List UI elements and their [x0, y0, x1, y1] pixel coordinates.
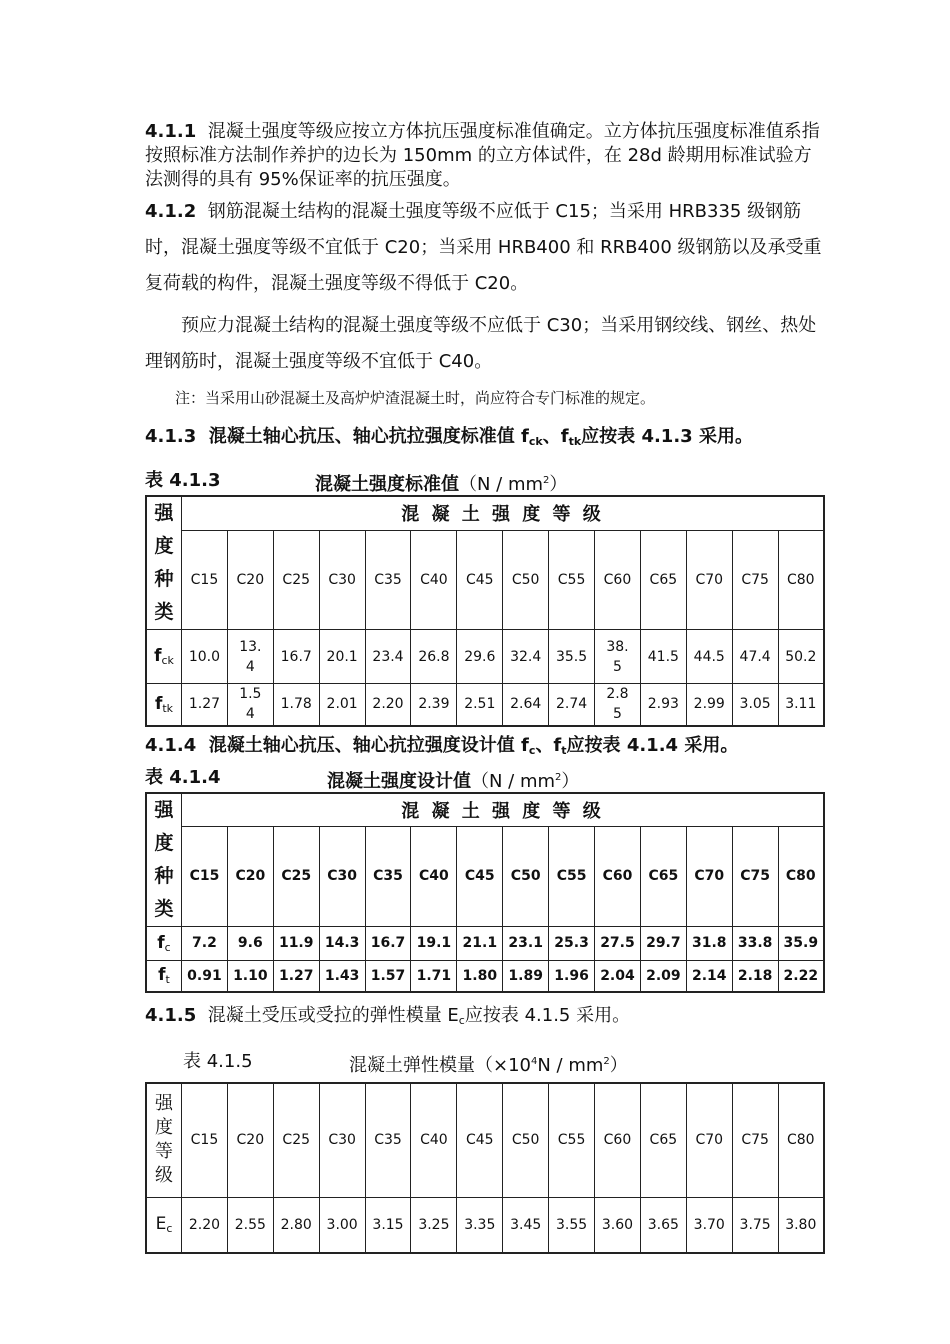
- row-header: [146, 960, 182, 992]
- grade-row: [146, 1083, 824, 1197]
- value-cell: 11.9: [273, 926, 319, 960]
- value-cell: 3.45: [503, 1197, 549, 1253]
- clause-text-a: 混凝土受压或受拉的弹性模量 E: [207, 1005, 459, 1026]
- value-cell: 19.1: [411, 926, 457, 960]
- value-cell: 2.74: [549, 684, 595, 726]
- value-cell: 2.04: [595, 960, 641, 992]
- value-cell: 2.51: [457, 684, 503, 726]
- clause-text-b: 、f: [535, 734, 562, 756]
- grade-header-cell: C70: [686, 530, 732, 629]
- grade-header-cell: C55: [549, 827, 595, 926]
- value-cell: 2.80: [273, 1197, 319, 1253]
- value-cell: 3.70: [686, 1197, 732, 1253]
- grade-header-cell: C40: [411, 530, 457, 629]
- table-title-group: [315, 467, 567, 499]
- value-cell: 3.35: [457, 1197, 503, 1253]
- value-cell: 1.5 4: [227, 684, 273, 726]
- table-4-1-3: [145, 495, 825, 727]
- value-cell: 33.8: [732, 926, 778, 960]
- grade-header-cell: C25: [273, 1083, 319, 1197]
- superscript: 2: [603, 1056, 610, 1067]
- value-cell: 2.18: [732, 960, 778, 992]
- value-cell: 2.09: [640, 960, 686, 992]
- superscript: 2: [555, 771, 562, 783]
- table-title: 混凝土强度设计值: [327, 770, 471, 792]
- value-cell: 26.8: [411, 630, 457, 684]
- value-cell: 47.4: [732, 630, 778, 684]
- clause-number: 4.1.1: [145, 121, 197, 142]
- value-cell: 27.5: [595, 926, 641, 960]
- value-row: [146, 960, 824, 992]
- clause-text-c: 应按表 4.1.4 采用。: [566, 734, 739, 756]
- grade-header-cell: C70: [686, 827, 732, 926]
- value-cell: 29.6: [457, 630, 503, 684]
- value-row: [146, 926, 824, 960]
- value-cell: 2.01: [319, 684, 365, 726]
- value-cell: 3.15: [365, 1197, 411, 1253]
- table-title-group: [327, 764, 579, 796]
- value-cell: 3.60: [595, 1197, 641, 1253]
- grade-row: [146, 827, 824, 926]
- clause-text-b: 、f: [542, 426, 569, 447]
- table-unit: （×10: [475, 1055, 531, 1076]
- value-cell: 2.64: [503, 684, 549, 726]
- grade-header-cell: C20: [227, 530, 273, 629]
- grade-header-cell: C40: [411, 1083, 457, 1197]
- clause-text-a: 混凝土轴心抗压、轴心抗拉强度标准值 f: [208, 426, 529, 447]
- grade-header-cell: C45: [457, 827, 503, 926]
- clause-text: 混凝土强度等级应按立方体抗压强度标准值确定。立方体抗压强度标准值系指按照标准方法制作养护的边长为 150mm 的立方体试件，在 28d 龄期用标准试验方法测得的具有 95%保证率的抗压强度。: [145, 121, 820, 190]
- side-header: [146, 1083, 182, 1197]
- table-title: 混凝土强度标准值: [315, 474, 459, 495]
- grade-row: [146, 530, 824, 629]
- superscript: 2: [543, 475, 550, 486]
- value-cell: 29.7: [640, 926, 686, 960]
- table-caption: [145, 467, 825, 495]
- value-cell: 3.75: [732, 1197, 778, 1253]
- value-cell: 0.91: [182, 960, 228, 992]
- grade-header-cell: C55: [549, 530, 595, 629]
- grade-header-cell: C35: [365, 530, 411, 629]
- value-cell: 1.78: [273, 684, 319, 726]
- table-caption: [145, 1048, 825, 1076]
- grade-header-cell: C80: [778, 827, 824, 926]
- table-unit-close: ）: [549, 474, 568, 495]
- clause-4-1-3: [145, 424, 825, 455]
- group-header: 混 凝 土 强 度 等 级: [182, 496, 825, 530]
- grade-header-cell: C80: [778, 1083, 824, 1197]
- row-symbol-subscript: c: [166, 1222, 173, 1236]
- row-symbol: f: [157, 932, 165, 953]
- grade-header-cell: C65: [640, 1083, 686, 1197]
- value-cell: 3.55: [549, 1197, 595, 1253]
- clause-4-1-5: [145, 1003, 825, 1034]
- row-symbol-subscript: ck: [161, 654, 174, 667]
- clause-text-a: 混凝土轴心抗压、轴心抗拉强度设计值 f: [208, 734, 529, 756]
- superscript: 4: [531, 1056, 538, 1067]
- value-cell: 2.14: [686, 960, 732, 992]
- value-row: [146, 684, 824, 726]
- clause-4-1-1: [145, 120, 825, 192]
- grade-header-cell: C60: [595, 530, 641, 629]
- value-cell: 9.6: [227, 926, 273, 960]
- clause-4-1-2: [145, 194, 825, 302]
- grade-header-cell: C65: [640, 827, 686, 926]
- value-cell: 3.05: [732, 684, 778, 726]
- grade-header-cell: C80: [778, 530, 824, 629]
- table-4-1-4: [145, 792, 825, 994]
- group-header: 混 凝 土 强 度 等 级: [182, 793, 825, 827]
- clause-4-1-2-paragraph-2: 预应力混凝土结构的混凝土强度等级不应低于 C30；当采用钢绞线、钢丝、热处理钢筋时，混凝土强度等级不宜低于 C40。: [145, 315, 817, 372]
- value-cell: 3.80: [778, 1197, 824, 1253]
- value-cell: 44.5: [686, 630, 732, 684]
- grade-header-cell: C70: [686, 1083, 732, 1197]
- grade-header-cell: C75: [732, 1083, 778, 1197]
- value-cell: 23.1: [503, 926, 549, 960]
- value-cell: 14.3: [319, 926, 365, 960]
- value-cell: 3.11: [778, 684, 824, 726]
- value-cell: 2.39: [411, 684, 457, 726]
- grade-header-cell: C25: [273, 530, 319, 629]
- grade-header-cell: C35: [365, 827, 411, 926]
- table-4-1-5: [145, 1082, 825, 1254]
- value-cell: 50.2: [778, 630, 824, 684]
- row-header: [146, 684, 182, 726]
- value-cell: 16.7: [365, 926, 411, 960]
- value-cell: 7.2: [182, 926, 228, 960]
- value-cell: 1.89: [503, 960, 549, 992]
- value-cell: 1.27: [182, 684, 228, 726]
- grade-header-cell: C30: [319, 827, 365, 926]
- value-cell: 1.80: [457, 960, 503, 992]
- clause-text-b: 应按表 4.1.5 采用。: [464, 1005, 631, 1026]
- table-title: 混凝土弹性模量: [349, 1055, 475, 1076]
- grade-header-cell: C30: [319, 530, 365, 629]
- clause-number: 4.1.4: [145, 734, 197, 756]
- grade-header-cell: C45: [457, 530, 503, 629]
- clause-text: 钢筋混凝土结构的混凝土强度等级不应低于 C15；当采用 HRB335 级钢筋时，混凝土强度等级不宜低于 C20；当采用 HRB400 和 RRB400 级钢筋以及承受重复荷载的构件，混凝土强度等级不得低于 C20。: [145, 201, 822, 294]
- subscript: t: [561, 743, 567, 757]
- value-row: [146, 630, 824, 684]
- table-unit-close: ）: [609, 1055, 628, 1076]
- value-cell: 38. 5: [595, 630, 641, 684]
- value-cell: 2.20: [182, 1197, 228, 1253]
- grade-header-cell: C60: [595, 827, 641, 926]
- clause-4-1-4: [145, 733, 825, 764]
- side-header-text: 强度种类: [154, 798, 174, 920]
- side-header-text: 强度种类: [154, 502, 174, 623]
- value-cell: 3.65: [640, 1197, 686, 1253]
- side-header: [146, 793, 182, 927]
- row-symbol: f: [154, 646, 162, 666]
- value-cell: 1.43: [319, 960, 365, 992]
- clause-number: 4.1.2: [145, 201, 197, 222]
- value-cell: 1.57: [365, 960, 411, 992]
- grade-header-cell: C35: [365, 1083, 411, 1197]
- grade-header-cell: C75: [732, 827, 778, 926]
- grade-header-cell: C30: [319, 1083, 365, 1197]
- row-symbol-subscript: t: [165, 973, 170, 987]
- table-label: 表 4.1.3: [145, 470, 221, 491]
- table-caption: [145, 764, 825, 792]
- value-cell: 1.96: [549, 960, 595, 992]
- grade-header-cell: C60: [595, 1083, 641, 1197]
- side-header: [146, 496, 182, 630]
- value-cell: 1.71: [411, 960, 457, 992]
- value-cell: 31.8: [686, 926, 732, 960]
- row-header: [146, 926, 182, 960]
- value-cell: 16.7: [273, 630, 319, 684]
- value-cell: 2.20: [365, 684, 411, 726]
- value-cell: 21.1: [457, 926, 503, 960]
- value-cell: 3.00: [319, 1197, 365, 1253]
- row-header: [146, 630, 182, 684]
- grade-header-cell: C50: [503, 827, 549, 926]
- value-cell: 20.1: [319, 630, 365, 684]
- value-cell: 2.8 5: [595, 684, 641, 726]
- grade-header-cell: C25: [273, 827, 319, 926]
- clause-note: 注：当采用山砂混凝土及高炉炉渣混凝土时，尚应符合专门标准的规定。: [175, 389, 656, 407]
- table-label: 表 4.1.4: [145, 766, 221, 788]
- document-page: [145, 120, 825, 1254]
- clause-text-c: 应按表 4.1.3 采用。: [581, 426, 753, 447]
- value-cell: 2.55: [227, 1197, 273, 1253]
- grade-header-cell: C50: [503, 530, 549, 629]
- grade-header-cell: C55: [549, 1083, 595, 1197]
- grade-header-cell: C15: [182, 1083, 228, 1197]
- value-cell: 1.10: [227, 960, 273, 992]
- grade-header-cell: C20: [227, 1083, 273, 1197]
- value-cell: 41.5: [640, 630, 686, 684]
- value-cell: 32.4: [503, 630, 549, 684]
- value-cell: 2.22: [778, 960, 824, 992]
- clause-number: 4.1.3: [145, 426, 197, 447]
- value-cell: 25.3: [549, 926, 595, 960]
- grade-header-cell: C45: [457, 1083, 503, 1197]
- table-unit: （N / mm: [459, 474, 544, 495]
- grade-header-cell: C40: [411, 827, 457, 926]
- grade-header-cell: C15: [182, 530, 228, 629]
- value-cell: 1.27: [273, 960, 319, 992]
- value-cell: 23.4: [365, 630, 411, 684]
- side-header-text: 强度等级: [155, 1093, 173, 1187]
- value-cell: 2.93: [640, 684, 686, 726]
- subscript: c: [458, 1014, 465, 1027]
- value-cell: 10.0: [182, 630, 228, 684]
- table-unit-close: ）: [561, 770, 580, 792]
- grade-header-cell: C50: [503, 1083, 549, 1197]
- row-symbol: E: [155, 1214, 167, 1235]
- row-symbol-subscript: c: [164, 940, 171, 954]
- value-cell: 3.25: [411, 1197, 457, 1253]
- value-cell: 35.5: [549, 630, 595, 684]
- row-symbol: f: [154, 693, 163, 714]
- grade-header-cell: C65: [640, 530, 686, 629]
- table-unit: N / mm: [537, 1055, 604, 1076]
- subscript: tk: [568, 435, 582, 448]
- row-symbol: f: [158, 965, 166, 986]
- table-unit: （N / mm: [471, 770, 556, 792]
- grade-header-cell: C15: [182, 827, 228, 926]
- subscript: ck: [528, 435, 543, 448]
- value-cell: 2.99: [686, 684, 732, 726]
- row-header: [146, 1197, 182, 1253]
- table-title-group: [349, 1048, 628, 1080]
- value-row: [146, 1197, 824, 1253]
- grade-header-cell: C20: [227, 827, 273, 926]
- clause-number: 4.1.5: [145, 1005, 197, 1026]
- value-cell: 13. 4: [227, 630, 273, 684]
- table-label: 表 4.1.5: [183, 1051, 253, 1072]
- subscript: c: [528, 743, 536, 757]
- row-symbol-subscript: tk: [162, 701, 174, 715]
- value-cell: 35.9: [778, 926, 824, 960]
- grade-header-cell: C75: [732, 530, 778, 629]
